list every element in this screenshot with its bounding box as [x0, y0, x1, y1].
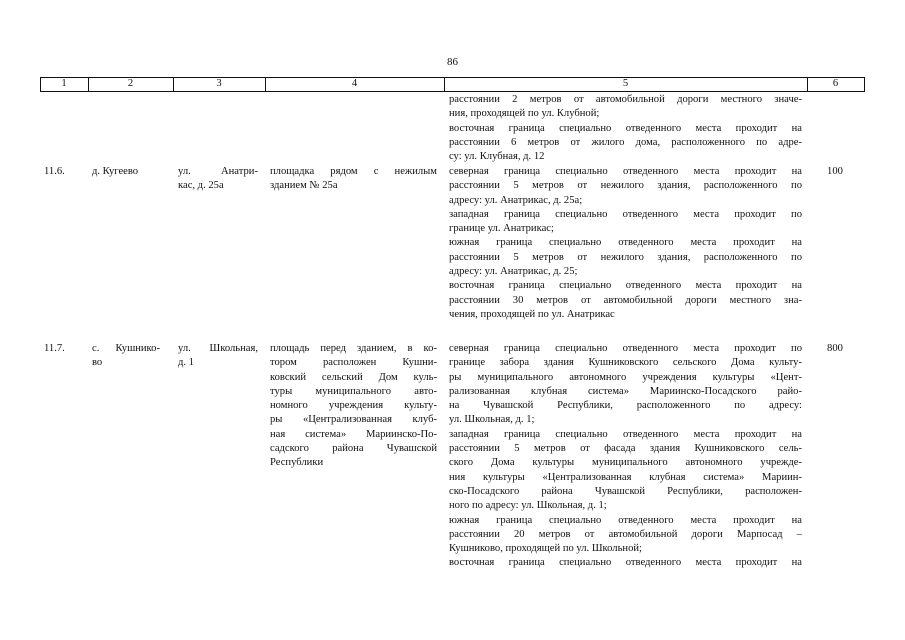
- text-line: ско-Посадского района Чувашской Республики, расположен-: [449, 485, 802, 497]
- header-col-6: 6: [832, 78, 839, 89]
- text-line: площадка рядом с нежилым: [270, 166, 437, 177]
- text-line: восточная граница специально отведенного места проходит на: [449, 122, 802, 134]
- text-line: садского района Чувашской: [270, 443, 437, 455]
- text-line: туры муниципального авто-: [270, 385, 437, 397]
- text-line: адресу: ул. Анатрикас, д. 25;: [449, 266, 578, 278]
- text-line: ул. Анатри-: [178, 166, 258, 177]
- text-line: границе ул. Анатрикас;: [449, 223, 554, 235]
- text-line: д. 1: [178, 357, 194, 369]
- count-cell: 100: [827, 166, 843, 177]
- text-line: восточная граница специально отведенного места проходит на: [449, 280, 802, 292]
- text-line: с. Кушнико-: [92, 343, 160, 354]
- text-line: д. Кугеево: [92, 166, 139, 177]
- text-line: ры «Централизованная клуб-: [270, 414, 437, 426]
- page-number: 86: [447, 56, 458, 68]
- text-line: расстоянии 5 метров от нежилого здания, расположенного по: [449, 251, 802, 263]
- header-col-3: 3: [216, 78, 222, 89]
- settlement-cell: [92, 165, 160, 179]
- text-line: северная граница специально отведенного места проходит по: [449, 343, 802, 354]
- place-cell: [270, 165, 437, 194]
- text-line: Республики: [270, 457, 324, 469]
- text-line: Кушниково, проходящей по ул. Школьной;: [449, 543, 642, 555]
- text-line: расстоянии 30 метров от автомобильной дороги местного зна-: [449, 294, 802, 306]
- text-line: во: [92, 357, 103, 369]
- borders-cell: [449, 93, 802, 164]
- row-number: 11.6.: [44, 166, 65, 177]
- place-cell: [270, 342, 437, 471]
- header-col-2: 2: [127, 78, 134, 89]
- address-cell: [178, 342, 258, 371]
- text-line: ры муниципального автономного учреждения культуры «Цент-: [449, 371, 802, 383]
- text-line: ная система» Мариинско-По-: [270, 428, 437, 440]
- header-col-5: 5: [622, 78, 629, 89]
- text-line: рализованная клубная система» Мариинско-Посадского райо-: [449, 385, 802, 397]
- count-cell: 800: [827, 343, 843, 354]
- text-line: ного по адресу: ул. Школьная, д. 1;: [449, 500, 607, 512]
- text-line: расстоянии 2 метров от автомобильной дороги местного значе-: [449, 94, 802, 105]
- text-line: кас, д. 25а: [178, 180, 224, 192]
- text-line: ния, проходящей по ул. Клубной;: [449, 108, 600, 120]
- address-cell: [178, 165, 258, 194]
- text-line: ковский сельский Дом куль-: [270, 371, 437, 383]
- text-line: западная граница специально отведенного места проходит по: [449, 208, 802, 220]
- text-line: южная граница специально отведенного места проходит на: [449, 237, 802, 249]
- header-col-4: 4: [351, 78, 358, 89]
- text-line: северная граница специально отведенного места проходит на: [449, 166, 802, 177]
- text-line: площадь перед зданием, в ко-: [270, 343, 437, 354]
- text-line: границе забора здания Кушниковского сельского Дома культу-: [449, 357, 802, 369]
- text-line: су: ул. Клубная, д. 12: [449, 151, 545, 163]
- text-line: номного учреждения культу-: [270, 400, 437, 412]
- text-line: ул. Школьная, д. 1;: [449, 414, 535, 426]
- text-line: ния культуры «Централизованная клубная система» Мариин-: [449, 471, 802, 483]
- text-line: западная граница специально отведенного места проходит на: [449, 428, 802, 440]
- text-line: на Чувашской Республики, расположенного по адресу:: [449, 400, 802, 412]
- text-line: ул. Школьная,: [178, 343, 258, 354]
- text-line: расстоянии 20 метров от автомобильной дороги Марпосад –: [449, 528, 802, 540]
- col-divider: [864, 77, 865, 91]
- text-line: южная граница специально отведенного места проходит на: [449, 514, 802, 526]
- text-line: адресу: ул. Анатрикас, д. 25а;: [449, 194, 583, 206]
- text-line: расстоянии 6 метров от жилого дома, расположенного по адре-: [449, 136, 802, 148]
- text-line: расстоянии 5 метров от нежилого здания, расположенного по: [449, 180, 802, 192]
- text-line: расстоянии 5 метров от фасада здания Кушниковского сель-: [449, 443, 802, 455]
- text-line: восточная граница специально отведенного места проходит на: [449, 557, 802, 569]
- borders-cell: [449, 165, 802, 322]
- row-number: 11.7.: [44, 343, 65, 354]
- settlement-cell: [92, 342, 160, 371]
- text-line: зданием № 25а: [270, 180, 338, 192]
- header-col-1: 1: [61, 78, 67, 89]
- text-line: тором расположен Кушни-: [270, 357, 437, 369]
- text-line: ского Дома культуры муниципального автономного учрежде-: [449, 457, 802, 469]
- header-bottom-rule: [40, 91, 865, 92]
- borders-cell: [449, 342, 802, 571]
- text-line: чения, проходящей по ул. Анатрикас: [449, 308, 615, 320]
